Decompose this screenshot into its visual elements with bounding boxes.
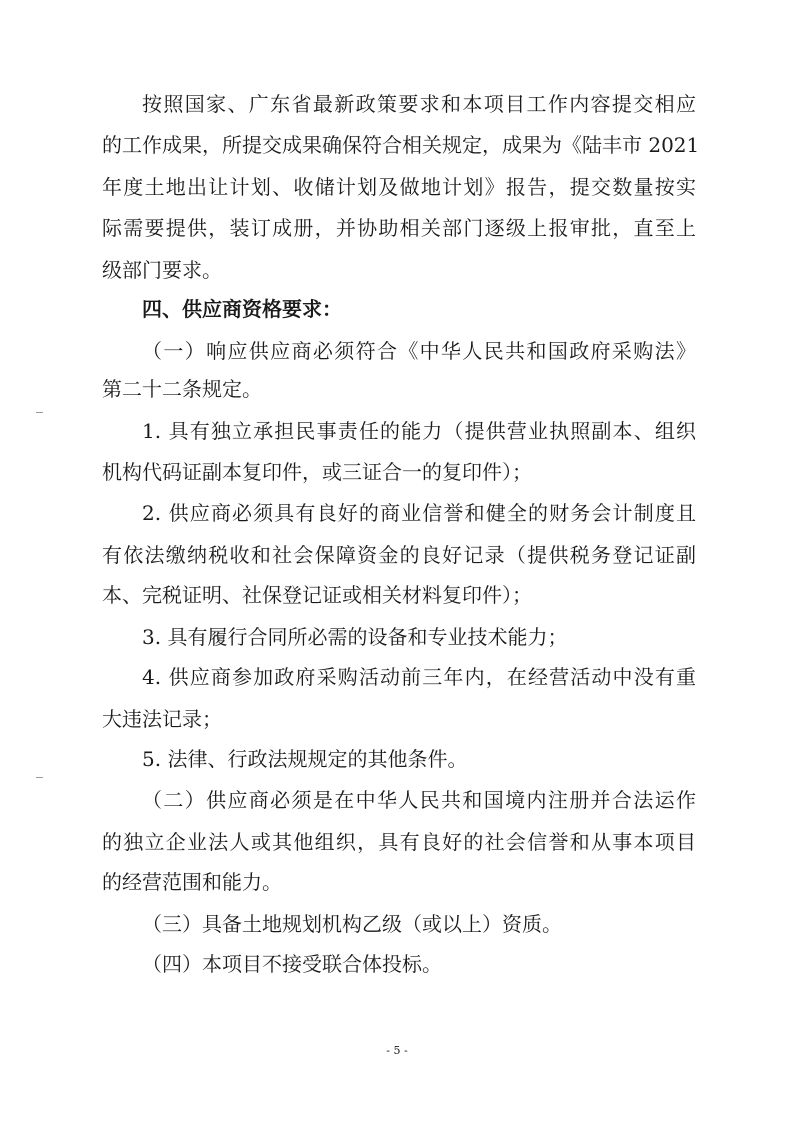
paragraph-line: 第二十二条规定。 <box>102 377 262 401</box>
paragraph-line: 级部门要求。 <box>102 258 222 282</box>
paragraph-line: 按照国家、广东省最新政策要求和本项目工作内容提交相应 <box>142 92 696 116</box>
paragraph-line: 际需要提供，装订成册，并协助相关部门逐级上报审批，直至上 <box>102 216 696 240</box>
paragraph-line: 的工作成果，所提交成果确保符合相关规定，成果为《陆丰市 2021 <box>102 133 700 157</box>
paragraph-line: （四）本项目不接受联合体投标。 <box>142 952 442 976</box>
paragraph-line: 的经营范围和能力。 <box>102 870 282 894</box>
scan-mark <box>36 777 43 778</box>
list-item-line: 4. 供应商参加政府采购活动前三年内，在经营活动中没有重 <box>142 665 696 689</box>
paragraph-line: （三）具备土地规划机构乙级（或以上）资质。 <box>142 912 562 936</box>
list-item-line: 大违法记录； <box>102 707 222 731</box>
paragraph-line: 年度土地出让计划、收储计划及做地计划》报告，提交数量按实 <box>102 175 696 199</box>
paragraph-line: 的独立企业法人或其他组织，具有良好的社会信誉和从事本项目 <box>102 830 696 854</box>
list-item-line: 5. 法律、行政法规规定的其他条件。 <box>142 747 468 771</box>
list-item-line: 机构代码证副本复印件，或三证合一的复印件）； <box>102 460 532 484</box>
paragraph-line: （一）响应供应商必须符合《中华人民共和国政府采购法》 <box>142 339 696 363</box>
list-item-line: 有依法缴纳税收和社会保障资金的良好记录（提供税务登记证副 <box>102 543 696 567</box>
paragraph-line: （二）供应商必须是在中华人民共和国境内注册并合法运作 <box>142 788 696 812</box>
scan-mark <box>36 412 43 413</box>
section-heading: 四、供应商资格要求： <box>142 297 342 321</box>
list-item-line: 2. 供应商必须具有良好的商业信誉和健全的财务会计制度且 <box>142 501 696 525</box>
list-item-line: 1. 具有独立承担民事责任的能力（提供营业执照副本、组织 <box>142 419 696 443</box>
list-item-line: 3. 具有履行合同所必需的设备和专业技术能力； <box>142 625 568 649</box>
page-number: - 5 - <box>386 1044 408 1057</box>
list-item-line: 本、完税证明、社保登记证或相关材料复印件）； <box>102 583 532 607</box>
